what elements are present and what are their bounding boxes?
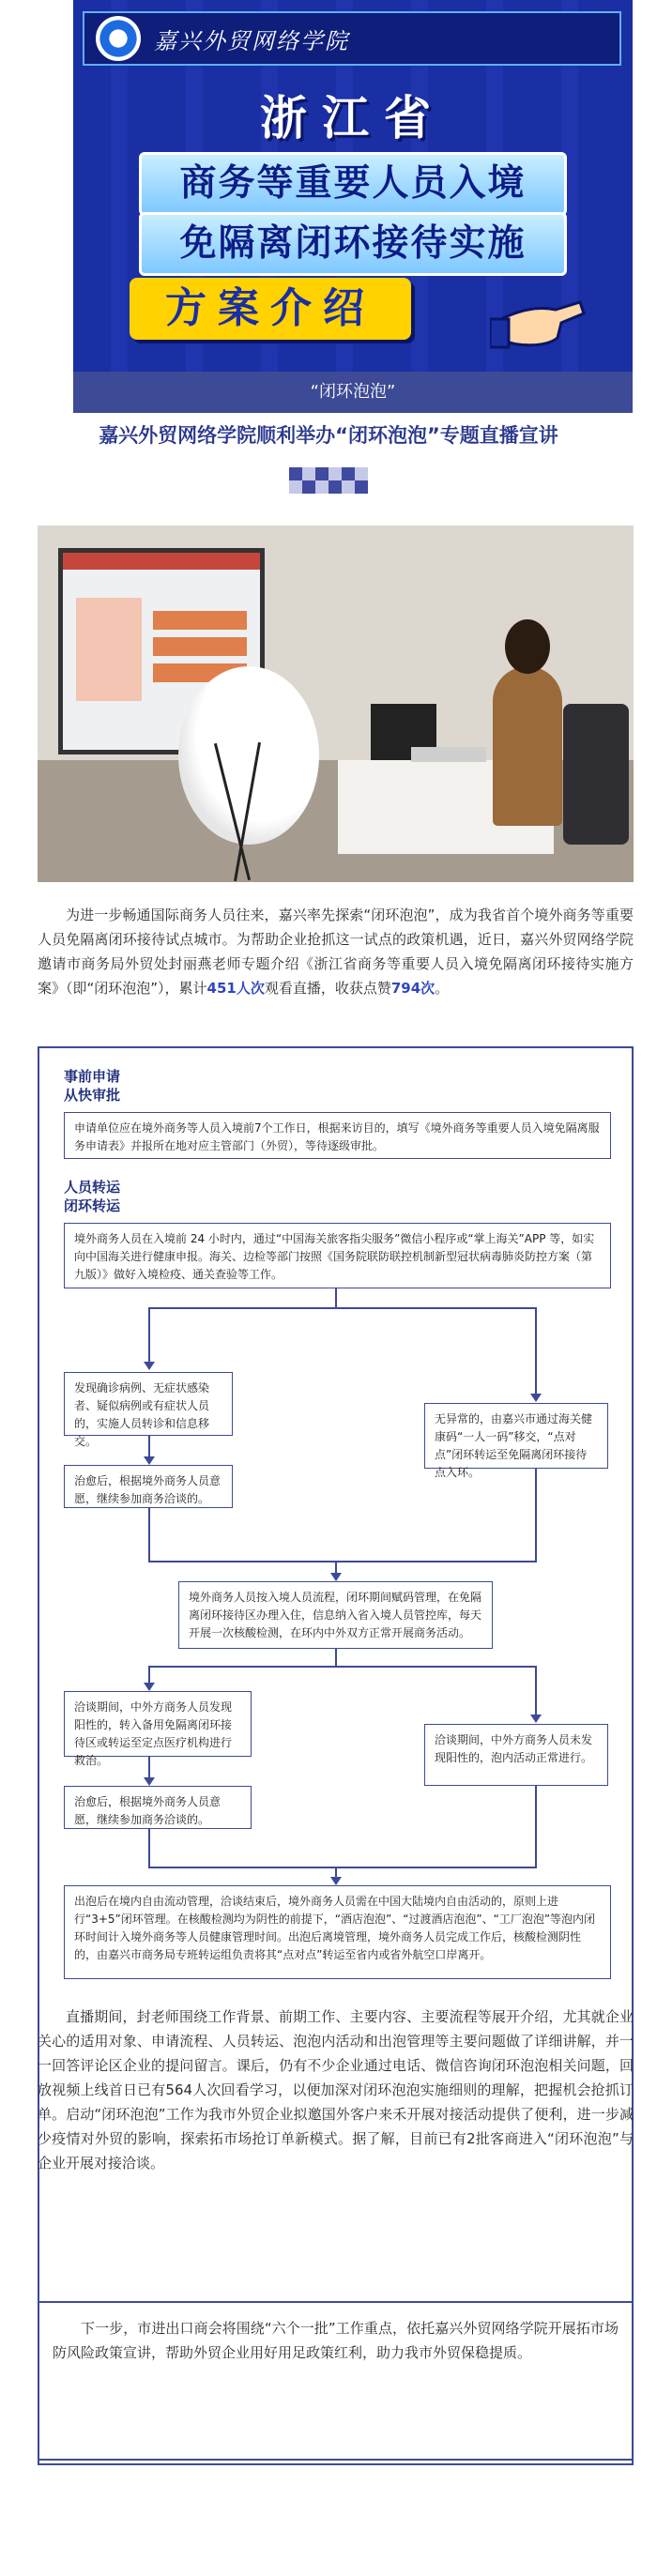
banner-province: 浙江省 bbox=[260, 91, 446, 145]
topic-tag-bar: “闭环泡泡” bbox=[73, 372, 633, 413]
hand-pointer-icon bbox=[490, 282, 588, 353]
flow-box-health-declaration: 境外商务人员在入境前 24 小时内，通过“中国海关旅客指尖服务”微信小程序或“掌上海关”APP 等，如实向中国海关进行健康申报。海关、边检等部门按照《国务院联防联控机制新型冠状病毒肺炎防控方案（第九版）》做好入境检疫、通关查验等工作。 bbox=[64, 1223, 611, 1288]
paragraph-broadcast-details: 直播期间，封老师围绕工作背景、前期工作、主要内容、主要流程等展开介绍，尤其就企业关心的适用对象、申请流程、人员转运、泡泡内活动和出泡管理等主要问题做了详细讲解，并一一回答评论区企业的提问留言。课后，仍有不少企业通过电话、微信咨询闭环泡泡相关问题，回放视频上线首日已有564人次回看学习，以便加深对闭环泡泡实施细则的理解，把握机会抢抓订单。启动“闭环泡泡”工作为我市外贸企业拟邀国外客户来禾开展对接活动提供了便利，进一步减少疫情对外贸的影响，探索拓市场抢订单新模式。据了解，目前已有2批客商进入“闭环泡泡”与企业开展对接洽谈。 bbox=[38, 2008, 634, 2172]
school-name: 嘉兴外贸网络学院 bbox=[154, 27, 349, 54]
section-prior-application: 事前申请 从快审批 bbox=[64, 1068, 121, 1104]
section-transfer: 人员转运 闭环转运 bbox=[64, 1179, 121, 1214]
banner-title-line1: 商务等重要人员入境 bbox=[139, 152, 567, 216]
flow-box-positive-during-talks: 洽谈期间，中外方商务人员发现阳性的，转入备用免隔离闭环接待区或转运至定点医疗机构进行救治。 bbox=[64, 1691, 252, 1757]
banner-title-line3: 方案介绍 bbox=[130, 278, 411, 340]
studio-light bbox=[178, 666, 319, 845]
banner-header bbox=[83, 11, 621, 66]
flow-box-recovered-2: 治愈后，根据境外商务人员意愿，继续参加商务洽谈的。 bbox=[64, 1786, 252, 1829]
next-steps-box bbox=[38, 2301, 634, 2461]
banner-title-line2: 免隔离闭环接待实施 bbox=[139, 212, 567, 276]
paragraph-next-steps: 下一步，市进出口商会将围绕“六个一批”工作重点，依托嘉兴外贸网络学院开展拓市场防风险政策宣讲，帮助外贸企业用好用足政策红利，助力我市外贸保稳提质。 bbox=[53, 2320, 619, 2361]
presenter bbox=[493, 666, 562, 826]
live-broadcast-photo bbox=[38, 526, 634, 882]
like-count: 794次 bbox=[390, 980, 435, 997]
flow-box-positive-case: 发现确诊病例、无症状感染者、疑似病例或有症状人员的，实施人员转诊和信息移交。 bbox=[64, 1372, 233, 1436]
flow-box-exit-management: 出泡后在境内自由流动管理，洽谈结束后，境外商务人员需在中国大陆境内自由活动的，原则上进行“3+5”闭环管理。在核酸检测均为阴性的前提下，“酒店泡泡”、“过渡酒店泡泡”、“工厂泡泡”等泡内闭环时间计入境外商务等人员健康管理时间。出泡后离境管理，境外商务人员完成工作后，核酸检测阴性的，由嘉兴市商务局专班转运组负责将其“点对点”转运至省内或省外航空口岸离开。 bbox=[64, 1885, 611, 1979]
flow-box-application: 申请单位应在境外商务等人员入境前7个工作日，根据来访目的，填写《境外商务等重要人员入境免隔离服务申请表》并报所在地对应主管部门（外贸），等待逐级审批。 bbox=[64, 1112, 611, 1159]
flow-box-bubble-activity: 境外商务人员按入境人员流程，闭环期间赋码管理，在免隔离闭环接待区办理入住，信息纳入省入境人员管控库，每天开展一次核酸检测，在环内中外双方正常开展商务活动。 bbox=[178, 1581, 493, 1649]
flow-box-normal-transfer: 无异常的，由嘉兴市通过海关健康码“一人一码”移交，“点对点”闭环转运至免隔离闭环接待点入环。 bbox=[424, 1403, 608, 1469]
flow-box-recovered-1: 治愈后，根据境外商务人员意愿，继续参加商务洽谈的。 bbox=[64, 1465, 233, 1508]
banner-image bbox=[73, 0, 633, 375]
intro-paragraph: 为进一步畅通国际商务人员往来，嘉兴率先探索“闭环泡泡”，成为我省首个境外商务等重要人员免隔离闭环接待试点城市。为帮助企业抢抓这一试点的政策机遇，近日，嘉兴外贸网络学院邀请市商务局外贸处封丽燕老师专题介绍《浙江省商务等重要人员入境免隔离闭环接待实施方案》（即“闭环泡泡”），累计451人次观看直播，收获点赞794次。 bbox=[38, 907, 634, 997]
article-headline: 嘉兴外贸网络学院顺利举办“闭环泡泡”专题直播宣讲 bbox=[99, 424, 558, 447]
flow-box-normal-talks: 洽谈期间，中外方商务人员未发现阳性的，泡内活动正常进行。 bbox=[424, 1724, 608, 1786]
school-logo bbox=[96, 16, 141, 61]
view-count: 451人次 bbox=[206, 980, 265, 997]
